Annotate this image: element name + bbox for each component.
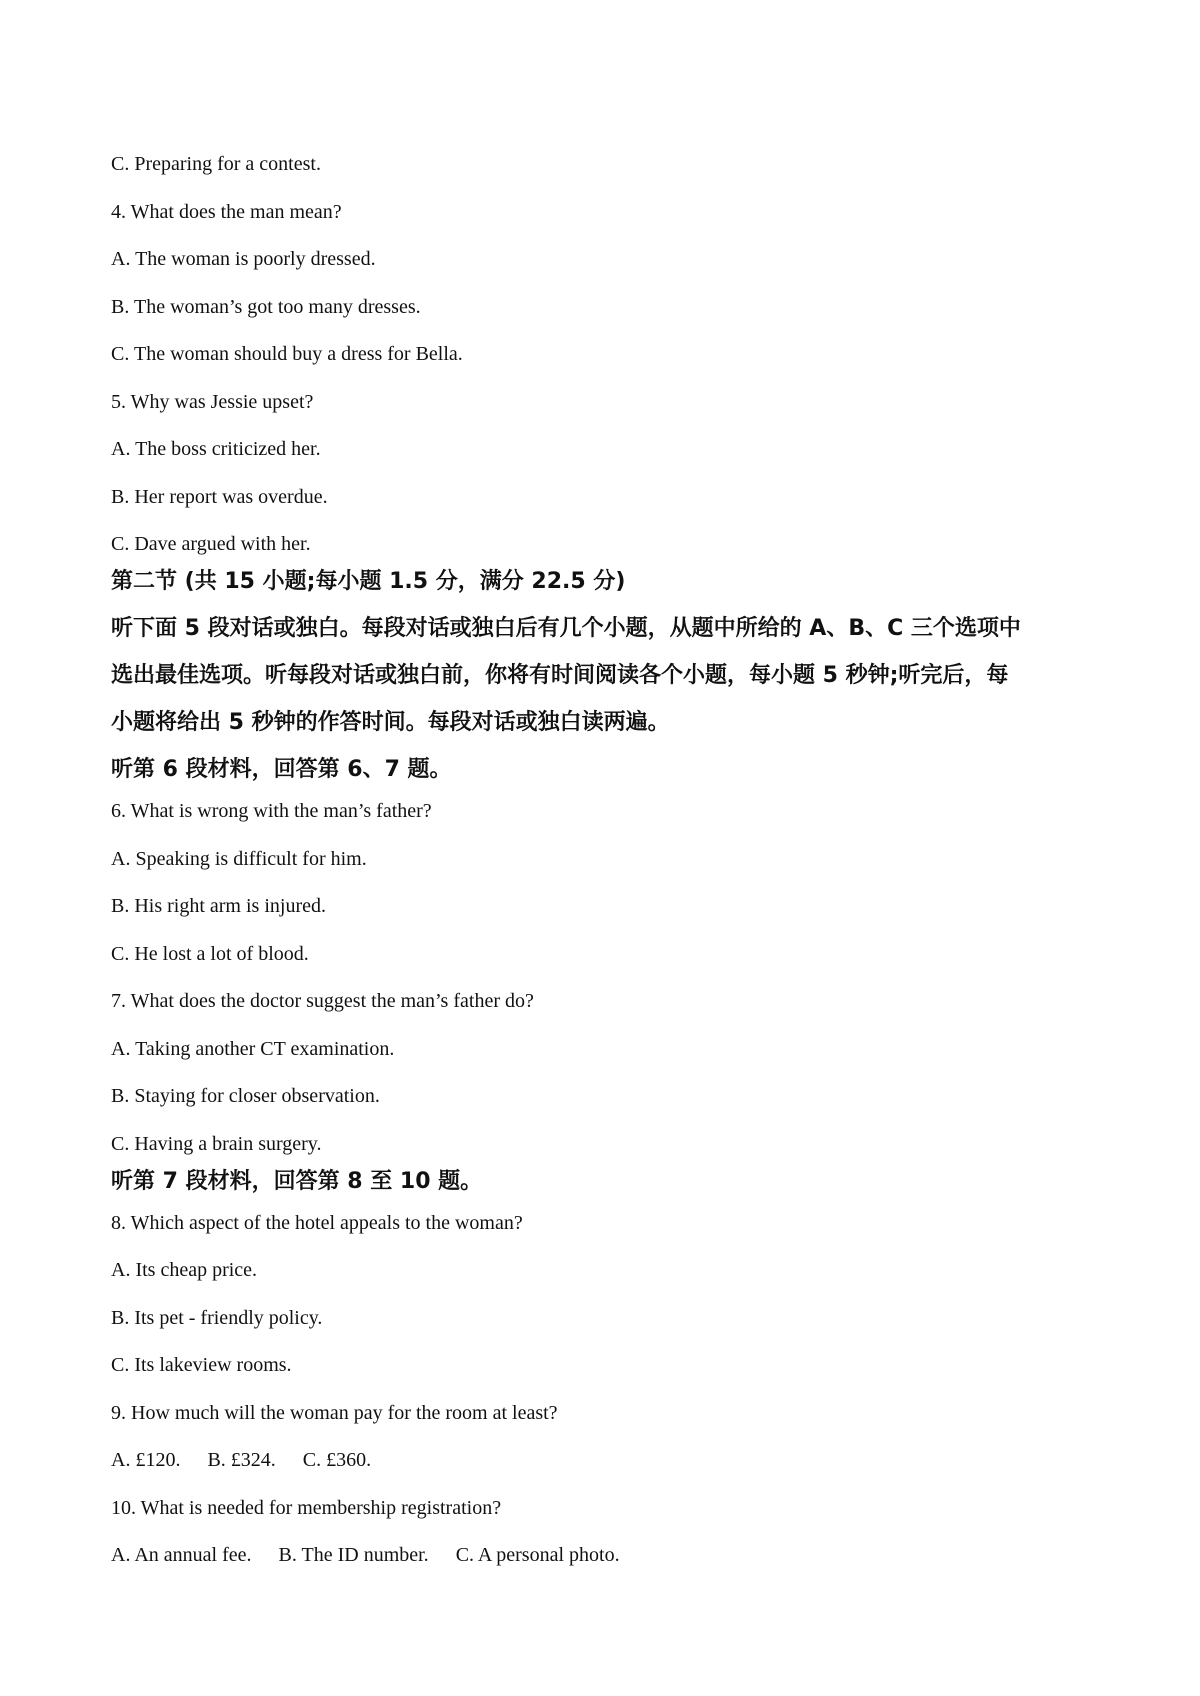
q6-question: 6. What is wrong with the man’s father? (111, 800, 432, 822)
passage6-heading: 听第 6 段材料，回答第 6、7 题。 (111, 757, 452, 782)
section2-instruction-line3: 小题将给出 5 秒钟的作答时间。每段对话或独白读两遍。 (111, 710, 670, 735)
q8-option-a: A. Its cheap price. (111, 1259, 258, 1281)
q10-options (111, 1541, 1111, 1569)
q7-option-c: C. Having a brain surgery. (111, 1132, 322, 1155)
exam-page (111, 150, 1111, 1589)
q10-option-c: C. A personal photo. (455, 1544, 620, 1566)
section2-instruction-line2: 选出最佳选项。听每段对话或独白前，你将有时间阅读各个小题，每小题 5 秒钟;听完后，每 (111, 663, 1009, 688)
q4-option-b: B. The woman’s got too many dresses. (111, 295, 421, 318)
q6-option-c: C. He lost a lot of blood. (111, 942, 309, 965)
q6-option-b: B. His right arm is injured. (111, 895, 326, 917)
q7-option-a: A. Taking another CT examination. (111, 1037, 395, 1060)
q6-option-a: A. Speaking is difficult for him. (111, 847, 367, 870)
q10-option-a: A. An annual fee. (111, 1544, 252, 1566)
q4-option-c: C. The woman should buy a dress for Bella. (111, 343, 463, 365)
q7-question: 7. What does the doctor suggest the man’s father do? (111, 990, 534, 1012)
q9-option-c: C. £360. (302, 1449, 372, 1471)
q4-option-a: A. The woman is poorly dressed. (111, 248, 376, 270)
q10-option-b: B. The ID number. (278, 1544, 429, 1566)
passage7-heading: 听第 7 段材料，回答第 8 至 10 题。 (111, 1168, 483, 1194)
q8-question: 8. Which aspect of the hotel appeals to the woman? (111, 1211, 523, 1234)
q5-question: 5. Why was Jessie upset? (111, 390, 314, 413)
q10-question: 10. What is needed for membership registration? (111, 1496, 502, 1519)
q8-option-b: B. Its pet - friendly policy. (111, 1306, 323, 1329)
q7-option-b: B. Staying for closer observation. (111, 1085, 380, 1107)
q8-option-c: C. Its lakeview rooms. (111, 1354, 292, 1376)
q3-option-c: C. Preparing for a contest. (111, 153, 321, 175)
q9-option-a: A. £120. (111, 1449, 181, 1471)
q4-question: 4. What does the man mean? (111, 200, 342, 223)
section2-instruction-line1: 听下面 5 段对话或独白。每段对话或独白后有几个小题，从题中所给的 A、B、C 三个选项中 (111, 616, 1021, 641)
section2-heading: 第二节 (共 15 小题;每小题 1.5 分，满分 22.5 分) (111, 569, 626, 594)
q9-question: 9. How much will the woman pay for the room at least? (111, 1401, 558, 1424)
q5-option-a: A. The boss criticized her. (111, 438, 321, 460)
q5-option-b: B. Her report was overdue. (111, 485, 328, 508)
q9-options (111, 1446, 1111, 1474)
q5-option-c: C. Dave argued with her. (111, 533, 311, 555)
q9-option-b: B. £324. (207, 1449, 276, 1471)
